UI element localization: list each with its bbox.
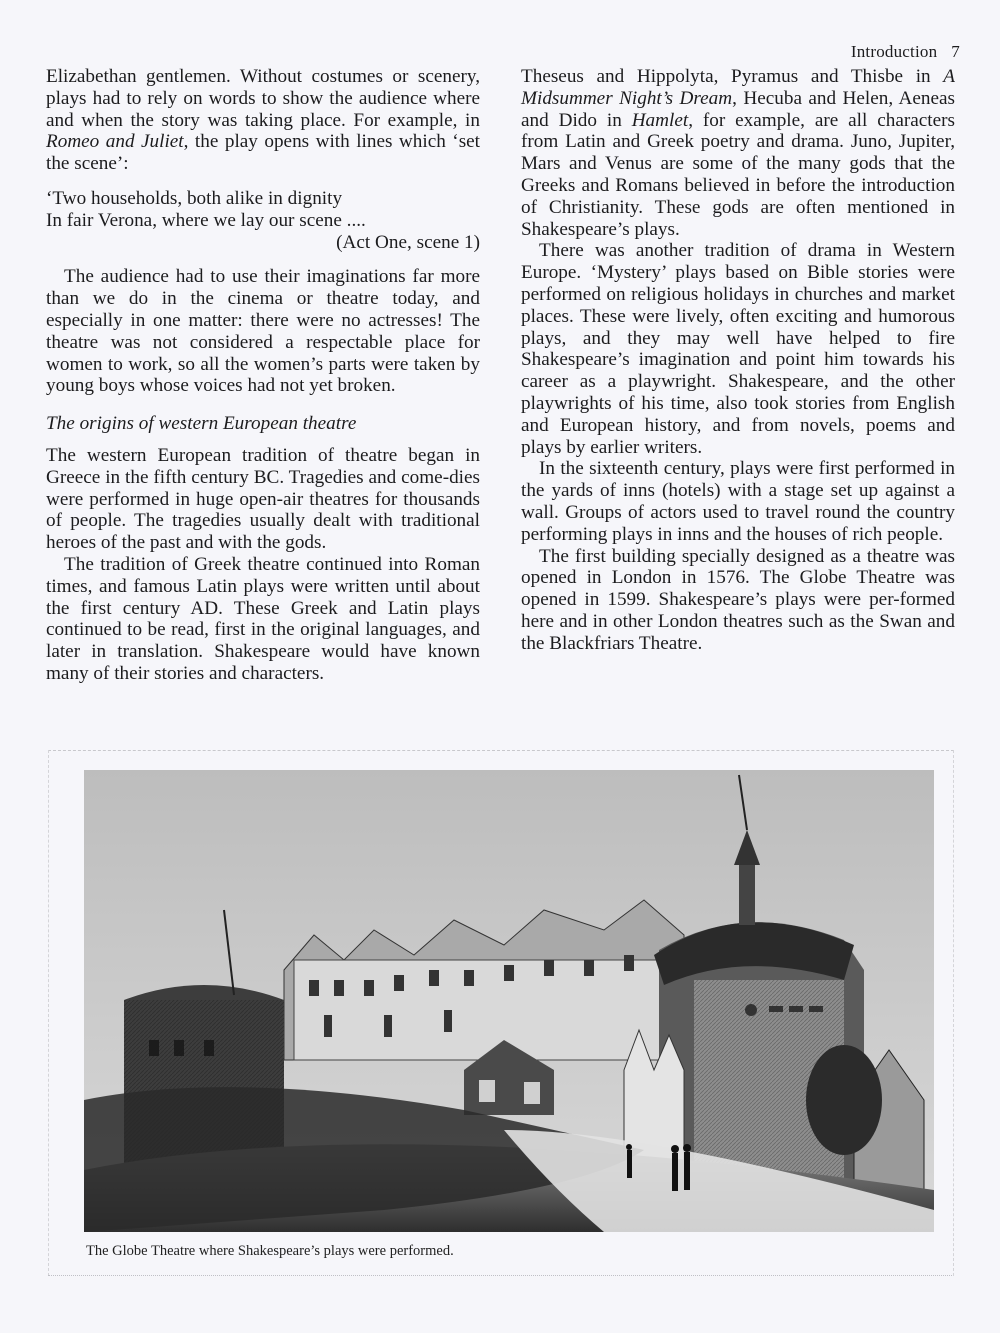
globe-theatre-engraving bbox=[84, 770, 934, 1232]
paragraph: Elizabethan gentlemen. Without costumes or scenery, plays had to rely on words to show the audience where and when the story was taking place. For example, in Romeo and Juliet, the play opens with lines which ‘set the scene’: bbox=[46, 66, 481, 175]
right-column bbox=[521, 66, 955, 655]
play-title: A Midsummer Night’s Dream bbox=[521, 66, 955, 109]
page-number: 7 bbox=[951, 42, 960, 61]
quote-attribution: (Act One, scene 1) bbox=[336, 231, 480, 253]
block-quote bbox=[46, 188, 480, 253]
page-edge-divider bbox=[48, 1275, 952, 1276]
paragraph: The audience had to use their imaginations far more than we do in the cinema or theatre today, and especially in one matter: there were no actresses! The theatre was not considered a respectable place for women to work, so all the women’s parts were taken by young boys whose voices had not yet broken. bbox=[46, 266, 480, 397]
running-head bbox=[851, 42, 960, 62]
paragraph: Theseus and Hippolyta, Pyramus and Thisbe in A Midsummer Night’s Dream, Hecuba and Helen, Aeneas and Dido in Hamlet, for example, are all characters from Latin and Greek poetry and drama. Juno, Jupiter, Mars and Venus are some of the many gods that the Greeks and Romans believed in before the introduction of Christianity. These gods are often mentioned in Shakespeare’s plays. bbox=[521, 66, 955, 240]
play-title: Romeo and Juliet bbox=[46, 131, 184, 153]
quote-line: In fair Verona, where we lay our scene .... bbox=[46, 209, 366, 231]
figure-caption: The Globe Theatre where Shakespeare’s plays were performed. bbox=[86, 1243, 454, 1259]
paragraph: The western European tradition of theatre began in Greece in the fifth century BC. Tragedies and come-dies were performed in huge open-air theatres for thousands of people. The tragedies usually dealt with traditional heroes of the past and with the gods. bbox=[46, 444, 480, 554]
play-title: Hamlet bbox=[631, 109, 689, 131]
quote-line: ‘Two households, both alike in dignity bbox=[46, 187, 343, 209]
paragraph: There was another tradition of drama in Western Europe. ‘Mystery’ plays based on Bible stories were performed on religious holidays in churches and market places. These were lively, often exciting and humorous plays, and they may well have helped to fire Shakespeare’s imagination and point him towards his career as a playwright. Shakespeare, and the other playwrights of his time, also took stories from English and European history, and from novels, poems and plays by earlier writers. bbox=[521, 240, 955, 458]
paragraph: The tradition of Greek theatre continued into Roman times, and famous Latin plays were written until about the first century AD. These Greek and Latin plays continued to be read, first in the original languages, and later in translation. Shakespeare would have known many of their stories and characters. bbox=[46, 553, 480, 684]
section-heading: The origins of western European theatre bbox=[46, 413, 357, 435]
left-column bbox=[46, 66, 480, 685]
engraving-illustration-icon bbox=[84, 770, 934, 1232]
section-title: Introduction bbox=[850, 42, 938, 61]
paragraph: In the sixteenth century, plays were first performed in the yards of inns (hotels) with a stage set up against a wall. Groups of actors used to travel round the country performing plays in inns and the houses of rich people. bbox=[521, 458, 955, 545]
paragraph: The first building specially designed as a theatre was opened in London in 1576. The Globe Theatre was opened in 1599. Shakespeare’s plays were per-formed here and in other London theatres such as the Swan and the Blackfriars Theatre. bbox=[521, 545, 955, 654]
